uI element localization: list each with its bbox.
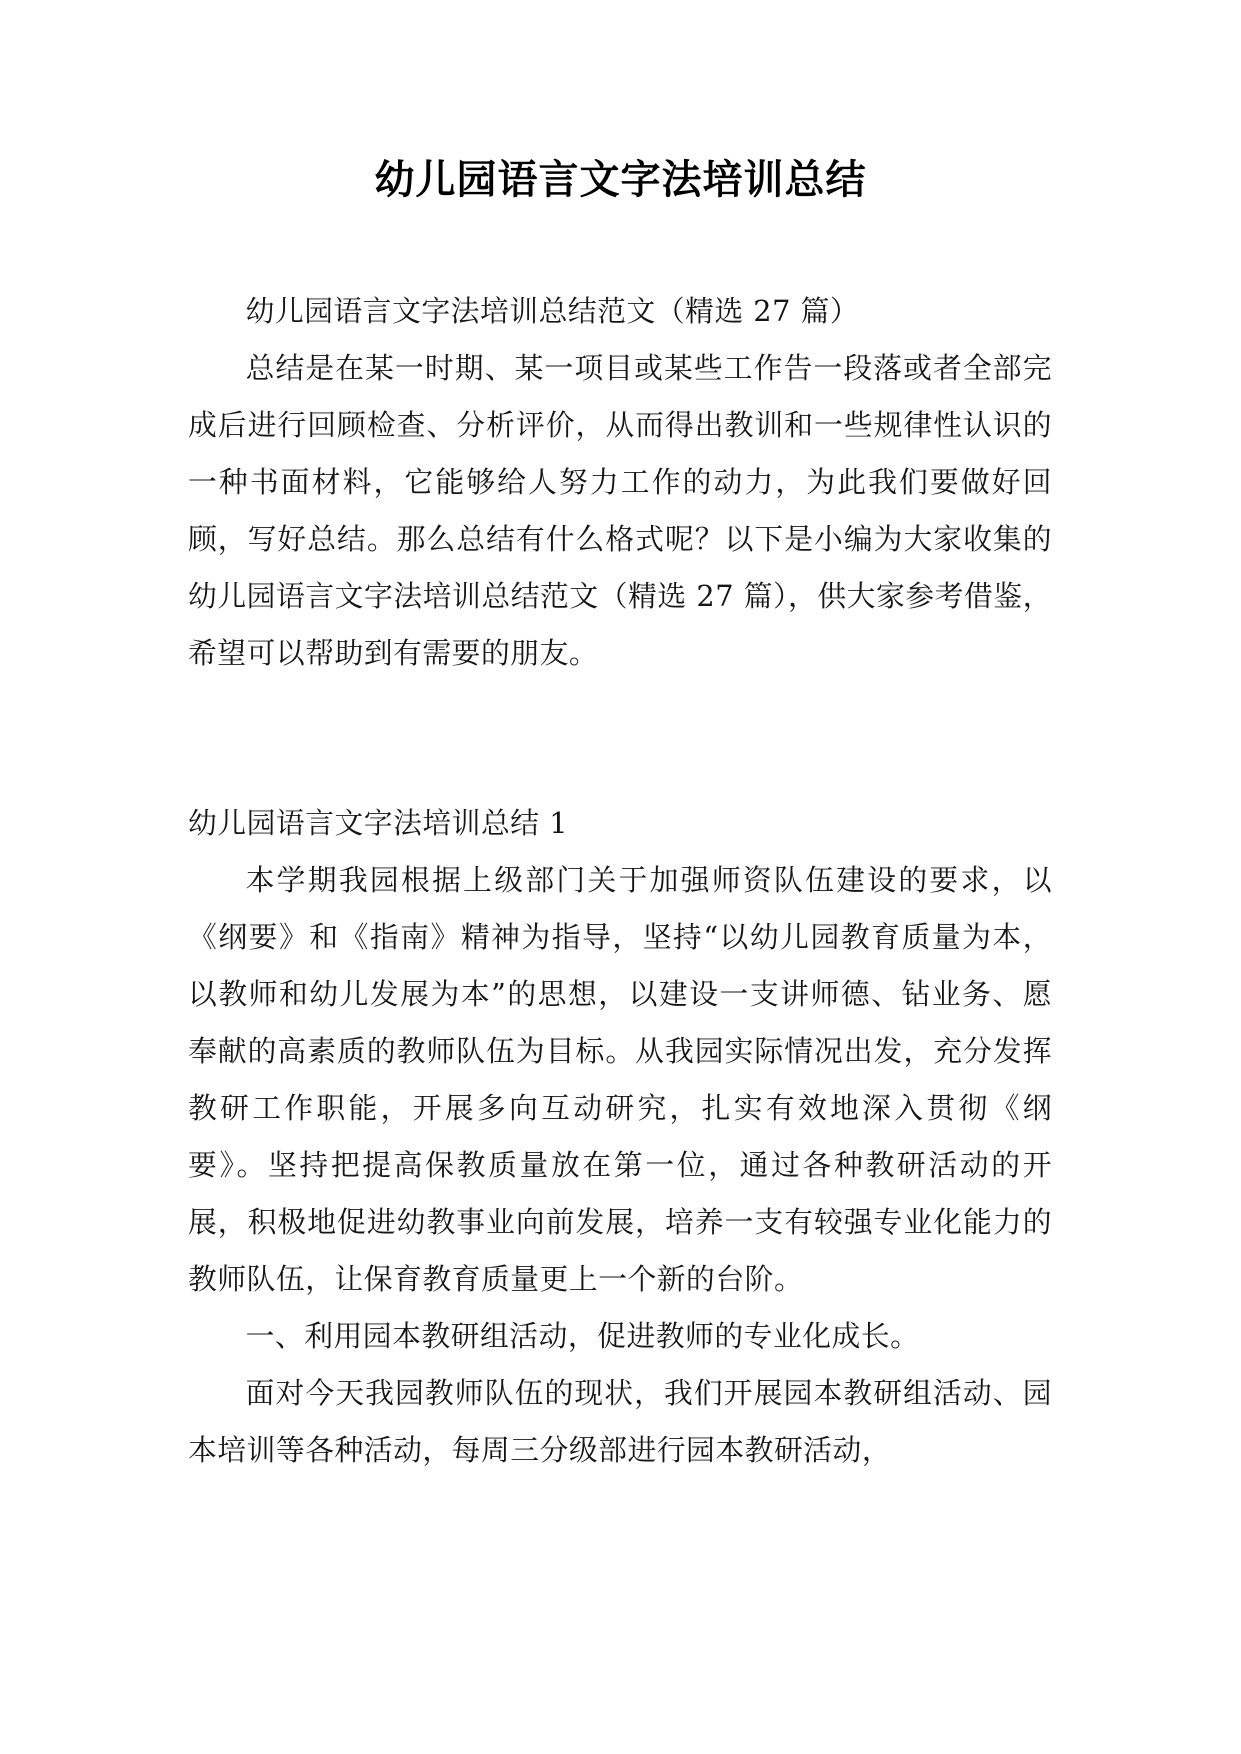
document-subtitle: 幼儿园语言文字法培训总结范文（精选 27 篇） (245, 294, 860, 328)
intro-block (188, 283, 1052, 682)
section-paragraph-2: 面对今天我园教师队伍的现状，我们开展园本教研组活动、园本培训等各种活动，每周三分级部进行园本教研活动， (188, 1376, 1052, 1467)
section-1-block (188, 795, 1052, 1479)
intro-paragraph: 总结是在某一时期、某一项目或某些工作告一段落或者全部完成后进行回顾检查、分析评价，从而得出教训和一些规律性认识的一种书面材料，它能够给人努力工作的动力，为此我们要做好回顾，写好总结。那么总结有什么格式呢？以下是小编为大家收集的幼儿园语言文字法培训总结范文（精选 27 篇），供大家参考借鉴，希望可以帮助到有需要的朋友。 (188, 351, 1052, 670)
document-title: 幼儿园语言文字法培训总结 (374, 157, 867, 203)
section-point-1: 一、利用园本教研组活动，促进教师的专业化成长。 (245, 1319, 920, 1353)
section-heading: 幼儿园语言文字法培训总结 1 (188, 806, 569, 840)
section-paragraph-1: 本学期我园根据上级部门关于加强师资队伍建设的要求，以《纲要》和《指南》精神为指导，坚持“以幼儿园教育质量为本，以教师和幼儿发展为本”的思想，以建设一支讲师德、钻业务、愿奉献的高素质的教师队伍为目标。从我园实际情况出发，充分发挥教研工作职能，开展多向互动研究，扎实有效地深入贯彻《纲要》。坚持把提高保教质量放在第一位，通过各种教研活动的开展，积极地促进幼教事业向前发展，培养一支有较强专业化能力的教师队伍，让保育教育质量更上一个新的台阶。 (188, 863, 1052, 1296)
